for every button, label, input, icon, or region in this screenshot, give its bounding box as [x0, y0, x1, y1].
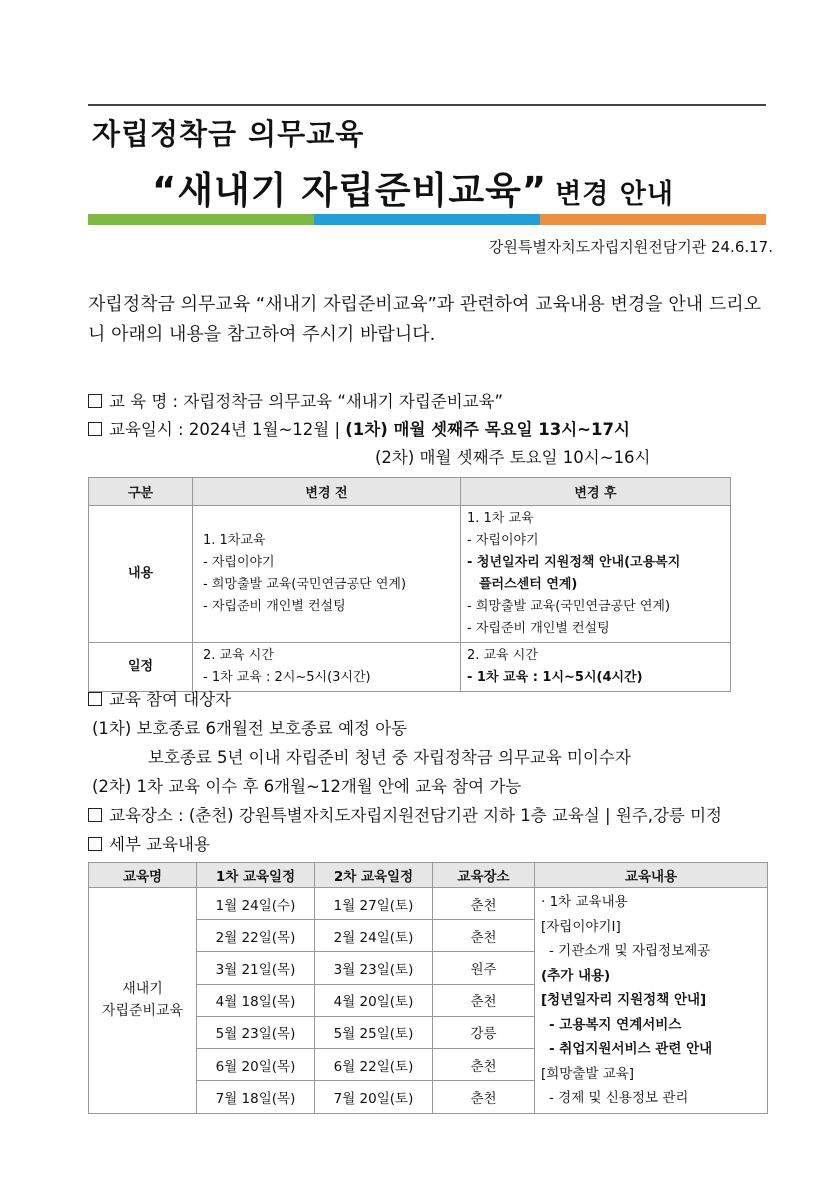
after-schedule-line-bold: - 1차 교육 : 1시~5시(4시간)	[467, 670, 643, 685]
target-title	[88, 686, 231, 710]
first-date: 1월 24일(수)	[197, 888, 315, 920]
org-date: 강원특별자치도자립지원전담기관 24.6.17.	[488, 238, 773, 256]
page-title-line2	[152, 160, 674, 214]
after-content-line: - 희망출발 교육(국민연금공단 연계)	[467, 599, 671, 614]
first-date: 7월 18일(목)	[197, 1081, 315, 1113]
col-after: 변경 후	[461, 478, 731, 506]
checkbox-icon	[88, 692, 102, 706]
course-title: “새내기 자립준비교육”	[152, 169, 548, 212]
change-row-schedule	[89, 643, 731, 692]
target-title-text: 교육 참여 대상자	[109, 690, 232, 709]
content-line: [자립이야기Ⅰ]	[541, 918, 621, 935]
color-bar-blue	[314, 214, 540, 225]
label-content: 내용	[89, 506, 193, 643]
color-bar	[88, 214, 766, 225]
course-name-1: 새내기	[122, 981, 163, 998]
first-date: 3월 21일(목)	[197, 952, 315, 984]
detail-title	[88, 831, 210, 855]
first-date: 6월 20일(목)	[197, 1049, 315, 1081]
change-row-content	[89, 506, 731, 643]
col-place: 교육장소	[433, 863, 535, 888]
content-line: · 1차 교육내용	[541, 894, 628, 910]
place: 강릉	[433, 1016, 535, 1048]
content-cell	[535, 888, 768, 1114]
after-content	[461, 506, 731, 643]
checkbox-icon	[88, 808, 102, 822]
info-course-date: 교육일시 : 2024년 1월~12월 | (1차) 매월 셋째주 목요일 13시~17시	[88, 416, 630, 440]
before-content	[193, 506, 461, 643]
course-name-cell	[89, 888, 197, 1114]
col-second-date: 2차 교육일정	[315, 863, 433, 888]
info-course-name: 교 육 명 : 자립정착금 의무교육 “새내기 자립준비교육”	[88, 388, 503, 412]
first-date: 2월 22일(목)	[197, 920, 315, 952]
col-course-name: 교육명	[89, 863, 197, 888]
course-date-label: 교육일시	[109, 420, 173, 439]
second-date: 6월 22일(토)	[315, 1049, 433, 1081]
after-content-line-bold: 플러스센터 연계)	[479, 577, 578, 592]
after-content-line-bold: - 청년일자리 지원정책 안내(고용복지	[467, 555, 681, 570]
before-schedule-line: - 1차 교육 : 2시~5시(3시간)	[203, 670, 371, 685]
target-line-2: 보호종료 5년 이내 자립준비 청년 중 자립정착금 의무교육 미이수자	[148, 748, 631, 767]
before-content-line: 1. 1차교육	[203, 533, 266, 548]
second-date: 7월 20일(토)	[315, 1081, 433, 1113]
table-row	[89, 888, 768, 920]
second-date: 4월 20일(토)	[315, 984, 433, 1016]
detail-title-text: 세부 교육내용	[109, 835, 210, 854]
course-name-2: 자립준비교육	[101, 1003, 184, 1020]
col-content: 교육내용	[535, 863, 768, 888]
schedule-header	[89, 863, 768, 888]
label-schedule: 일정	[89, 643, 193, 692]
before-schedule	[193, 643, 461, 692]
course-name-value: 자립정착금 의무교육 “새내기 자립준비교육”	[183, 392, 504, 411]
target-line-3: (2차) 1차 교육 이수 후 6개월~12개월 안에 교육 참여 가능	[92, 777, 522, 796]
content-line: [희망출발 교육]	[541, 1065, 635, 1082]
place: 춘천	[433, 1049, 535, 1081]
change-table	[88, 477, 731, 692]
top-rule	[88, 104, 766, 106]
place-value: (춘천) 강원특별자치도자립지원전담기관 지하 1층 교육실 | 원주,강릉 미정	[188, 806, 722, 825]
before-content-line: - 희망출발 교육(국민연금공단 연계)	[203, 577, 407, 592]
before-content-line: - 자립준비 개인별 컨설팅	[203, 599, 346, 614]
first-date: 4월 18일(목)	[197, 984, 315, 1016]
col-category: 구분	[89, 478, 193, 506]
schedule-table	[88, 862, 768, 1114]
second-date: 5월 25일(토)	[315, 1016, 433, 1048]
place-label: 교육장소	[109, 806, 173, 825]
content-line-bold: - 고용복지 연계서비스	[549, 1016, 682, 1033]
before-content-line: - 자립이야기	[203, 555, 275, 570]
content-line: - 경제 및 신용정보 관리	[549, 1090, 689, 1106]
col-first-date: 1차 교육일정	[197, 863, 315, 888]
content-line-bold: [청년일자리 지원정책 안내]	[541, 992, 707, 1008]
after-schedule	[461, 643, 731, 692]
place: 춘천	[433, 920, 535, 952]
course-date-first: (1차) 매월 셋째주 목요일 13시~17시	[345, 420, 630, 439]
page-title-line1: 자립정착금 의무교육	[92, 117, 365, 151]
place: 원주	[433, 952, 535, 984]
course-date-second: (2차) 매월 셋째주 토요일 10시~16시	[375, 448, 651, 467]
after-schedule-line: 2. 교육 시간	[467, 648, 538, 663]
intro-paragraph: 자립정착금 의무교육 “새내기 자립준비교육”과 관련하여 교육내용 변경을 안내 드리오니 아래의 내용을 참고하여 주시기 바랍니다.	[88, 294, 762, 345]
target-line-1: (1차) 보호종료 6개월전 보호종료 예정 아동	[92, 719, 408, 738]
change-table-header	[89, 478, 731, 506]
after-content-line: - 자립준비 개인별 컨설팅	[467, 621, 610, 636]
place-line: 교육장소 : (춘천) 강원특별자치도자립지원전담기관 지하 1층 교육실 | 원주,강릉 미정	[88, 802, 722, 826]
first-date: 5월 23일(목)	[197, 1016, 315, 1048]
content-line: - 기관소개 및 자립정보제공	[549, 943, 711, 959]
before-schedule-line: 2. 교육 시간	[203, 648, 274, 663]
title-suffix: 변경 안내	[555, 179, 674, 210]
checkbox-icon	[88, 837, 102, 851]
checkbox-icon	[88, 394, 102, 408]
checkbox-icon	[88, 422, 102, 436]
content-line-bold: (추가 내용)	[541, 967, 611, 984]
after-content-line: - 자립이야기	[467, 533, 539, 548]
content-line-bold: - 취업지원서비스 관련 안내	[549, 1041, 713, 1057]
after-content-line: 1. 1차 교육	[467, 511, 534, 526]
color-bar-green	[88, 214, 314, 225]
place: 춘천	[433, 888, 535, 920]
color-bar-orange	[540, 214, 766, 225]
second-date: 3월 23일(토)	[315, 952, 433, 984]
course-name-label: 교 육 명	[109, 392, 168, 411]
second-date: 2월 24일(토)	[315, 920, 433, 952]
col-before: 변경 전	[193, 478, 461, 506]
place: 춘천	[433, 984, 535, 1016]
course-date-prefix: 2024년 1월~12월 |	[188, 420, 341, 439]
second-date: 1월 27일(토)	[315, 888, 433, 920]
place: 춘천	[433, 1081, 535, 1113]
